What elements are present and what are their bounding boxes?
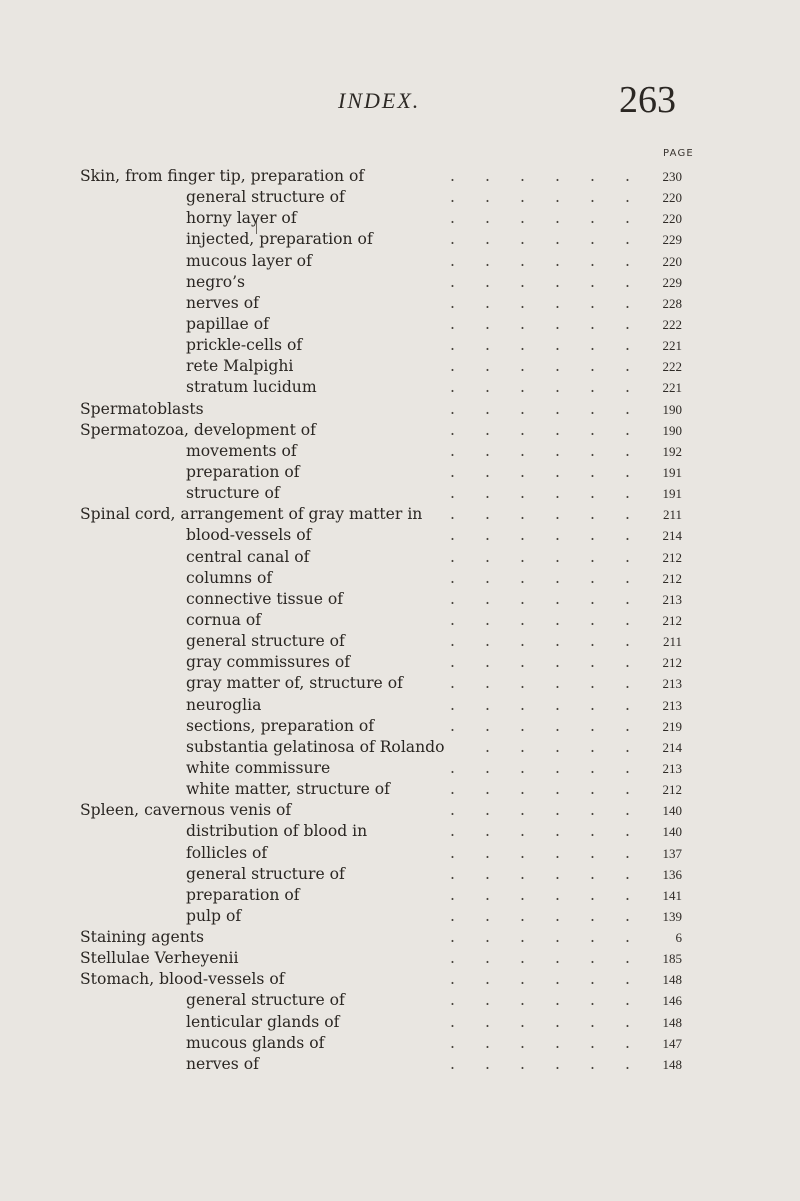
entry-page-number: 212 (662, 549, 682, 565)
entry-page-number: 220 (662, 190, 682, 206)
entry-label: Spermatoblasts (80, 399, 204, 418)
entry-label: Stomach, blood-vessels of (80, 970, 285, 989)
entry-page-number: 148 (662, 1056, 682, 1072)
entry-label: Stellulae Verheyenii (80, 949, 239, 968)
entry-page-number: 212 (662, 655, 682, 671)
entry-label: Skin, from finger tip, preparation of (80, 167, 365, 185)
entry-page-number: 185 (662, 951, 682, 967)
index-entry: connective tissue of . . . . . . 213 (0, 589, 800, 610)
entry-label: structure of (186, 484, 280, 503)
entry-page-number: 220 (662, 253, 682, 269)
index-entry: injected, preparation of . . . . . . 229 (0, 229, 800, 250)
entry-page-number: 219 (662, 718, 682, 734)
index-entry: nerves of . . . . . . 148 (0, 1054, 800, 1075)
entry-label: cornua of (186, 610, 262, 629)
entry-page-number: 148 (662, 972, 682, 988)
entry-page-number: 220 (662, 211, 682, 227)
entry-label: white matter, structure of (186, 780, 390, 799)
index-entry: Spleen, cavernous venis of . . . . . . 140 (0, 800, 800, 821)
entry-label: blood-vessels of (186, 526, 312, 545)
entry-page-number: 139 (662, 908, 682, 924)
entry-page-number: 191 (662, 486, 682, 502)
index-entry: Spinal cord, arrangement of gray matter in . . . . . . 211 (0, 504, 800, 525)
index-entry: Skin, from finger tip, preparation of . . . . . . 230 (0, 166, 800, 187)
entry-label: white commissure (186, 758, 331, 777)
index-entry: general structure of . . . . . . 146 (0, 990, 800, 1011)
entry-label: gray commissures of (186, 653, 351, 672)
index-entry: papillae of . . . . . . 222 (0, 314, 800, 335)
entry-label: mucous glands of (186, 1033, 325, 1052)
index-entry: cornua of . . . . . . 212 (0, 610, 800, 631)
entry-label: sections, preparation of (186, 716, 375, 735)
entry-label: preparation of (186, 885, 300, 904)
entry-label: injected, preparation of (186, 230, 373, 249)
entry-label: general structure of (186, 864, 345, 883)
index-entry: follicles of . . . . . . 137 (0, 843, 800, 864)
index-entry: movements of . . . . . . 192 (0, 441, 800, 462)
index-entry: Staining agents . . . . . . 6 (0, 927, 800, 948)
entry-label: general structure of (186, 991, 345, 1010)
entry-label: pulp of (186, 906, 242, 925)
entry-page-number: 140 (662, 803, 682, 819)
entry-label: mucous layer of (186, 251, 312, 270)
index-entry: mucous layer of . . . . . . 220 (0, 251, 800, 272)
entry-label: Spinal cord, arrangement of gray matter in (80, 505, 423, 524)
entry-page-number: 212 (662, 570, 682, 586)
entry-label: follicles of (186, 843, 268, 862)
index-entry: white matter, structure of . . . . . . 212 (0, 779, 800, 800)
entry-page-number: 214 (662, 528, 682, 544)
index-entry: rete Malpighi . . . . . . 222 (0, 356, 800, 377)
index-entry: horny layer of . . . . . . 220 (0, 208, 800, 229)
page-column-header: PAGE (663, 148, 694, 159)
entry-page-number: 213 (662, 760, 682, 776)
index-entry: preparation of . . . . . . 191 (0, 462, 800, 483)
index-entry: gray commissures of . . . . . . 212 (0, 652, 800, 673)
entry-page-number: 148 (662, 1014, 682, 1030)
entry-label: central canal of (186, 547, 310, 566)
index-entry: lenticular glands of . . . . . . 148 (0, 1012, 800, 1033)
page-number: 263 (619, 79, 676, 121)
entry-label: nerves of (186, 293, 259, 312)
index-entry: negro’s . . . . . . 229 (0, 272, 800, 293)
index-entry: general structure of . . . . . . 220 (0, 187, 800, 208)
entry-label: general structure of (186, 632, 345, 651)
entry-label: general structure of (186, 188, 345, 207)
entry-page-number: 211 (662, 507, 682, 523)
entry-label: Staining agents (80, 928, 205, 947)
entry-page-number: 136 (662, 866, 682, 882)
entry-label: negro’s (186, 272, 246, 291)
running-title: INDEX. (338, 88, 421, 113)
entry-label: neuroglia (186, 695, 262, 714)
entry-page-number: 229 (662, 232, 682, 248)
entry-label: connective tissue of (186, 589, 344, 608)
index-entry: mucous glands of . . . . . . 147 (0, 1033, 800, 1054)
index-entry: general structure of . . . . . . 136 (0, 864, 800, 885)
index-entry: preparation of . . . . . . 141 (0, 885, 800, 906)
index-entry: Stomach, blood-vessels of . . . . . . 148 (0, 969, 800, 990)
entry-label: columns of (186, 568, 273, 587)
index-entry: distribution of blood in . . . . . . 140 (0, 821, 800, 842)
entry-page-number: 191 (662, 464, 682, 480)
entry-page-number: 141 (662, 887, 682, 903)
index-entry: Stellulae Verheyenii . . . . . . 185 (0, 948, 800, 969)
entry-page-number: 211 (662, 634, 682, 650)
entry-label: horny layer of (186, 209, 297, 228)
entry-label: prickle-cells of (186, 336, 303, 355)
entry-page-number: 222 (662, 316, 682, 332)
index-entry: gray matter of, structure of . . . . . . 213 (0, 673, 800, 694)
index-entry: nerves of . . . . . . 228 (0, 293, 800, 314)
index-entry: blood-vessels of . . . . . . 214 (0, 525, 800, 546)
index-entry: white commissure . . . . . . 213 (0, 758, 800, 779)
entry-page-number: 213 (662, 697, 682, 713)
entry-page-number: 137 (662, 845, 682, 861)
index-entry: columns of . . . . . . 212 (0, 568, 800, 589)
entry-label: Spleen, cavernous venis of (80, 801, 292, 820)
entry-label: papillae of (186, 314, 269, 333)
entry-page-number: 6 (675, 930, 682, 946)
index-entry: general structure of . . . . . . 211 (0, 631, 800, 652)
entry-label: stratum lucidum (186, 378, 317, 397)
index-entry: substantia gelatinosa of Rolando . . . . . 214 (0, 737, 800, 758)
entry-page-number: 192 (662, 443, 682, 459)
index-entry: stratum lucidum . . . . . . 221 (0, 377, 800, 398)
entry-label: distribution of blood in (186, 822, 368, 841)
entry-page-number: 146 (662, 993, 682, 1009)
entry-label: substantia gelatinosa of Rolando (186, 737, 445, 756)
entry-page-number: 222 (662, 359, 682, 375)
entry-page-number: 229 (662, 274, 682, 290)
entry-label: nerves of (186, 1054, 259, 1073)
entry-page-number: 228 (662, 295, 682, 311)
entry-page-number: 213 (662, 591, 682, 607)
entry-page-number: 212 (662, 612, 682, 628)
entry-page-number: 214 (662, 739, 682, 755)
entry-label: movements of (186, 441, 297, 460)
index-entry: central canal of . . . . . . 212 (0, 547, 800, 568)
entry-label: preparation of (186, 462, 300, 481)
entry-page-number: 147 (662, 1035, 682, 1051)
entry-page-number: 190 (662, 401, 682, 417)
entry-page-number: 140 (662, 824, 682, 840)
entry-page-number: 221 (662, 380, 682, 396)
entry-page-number: 230 (662, 169, 682, 184)
index-entry: Spermatoblasts . . . . . . 190 (0, 399, 800, 420)
index-entry: neuroglia . . . . . . 213 (0, 695, 800, 716)
entry-label: rete Malpighi (186, 357, 294, 376)
index-entry: pulp of . . . . . . 139 (0, 906, 800, 927)
entry-label: Spermatozoa, development of (80, 420, 316, 439)
entry-page-number: 221 (662, 338, 682, 354)
index-entry: prickle-cells of . . . . . . 221 (0, 335, 800, 356)
entry-label: gray matter of, structure of (186, 674, 403, 693)
index-entry: structure of . . . . . . 191 (0, 483, 800, 504)
entry-page-number: 190 (662, 422, 682, 438)
entry-label: lenticular glands of (186, 1012, 340, 1031)
index-entry: sections, preparation of . . . . . . 219 (0, 716, 800, 737)
entry-page-number: 212 (662, 782, 682, 798)
index-entry: Spermatozoa, development of . . . . . . 190 (0, 420, 800, 441)
index-entries (0, 166, 800, 1075)
entry-page-number: 213 (662, 676, 682, 692)
